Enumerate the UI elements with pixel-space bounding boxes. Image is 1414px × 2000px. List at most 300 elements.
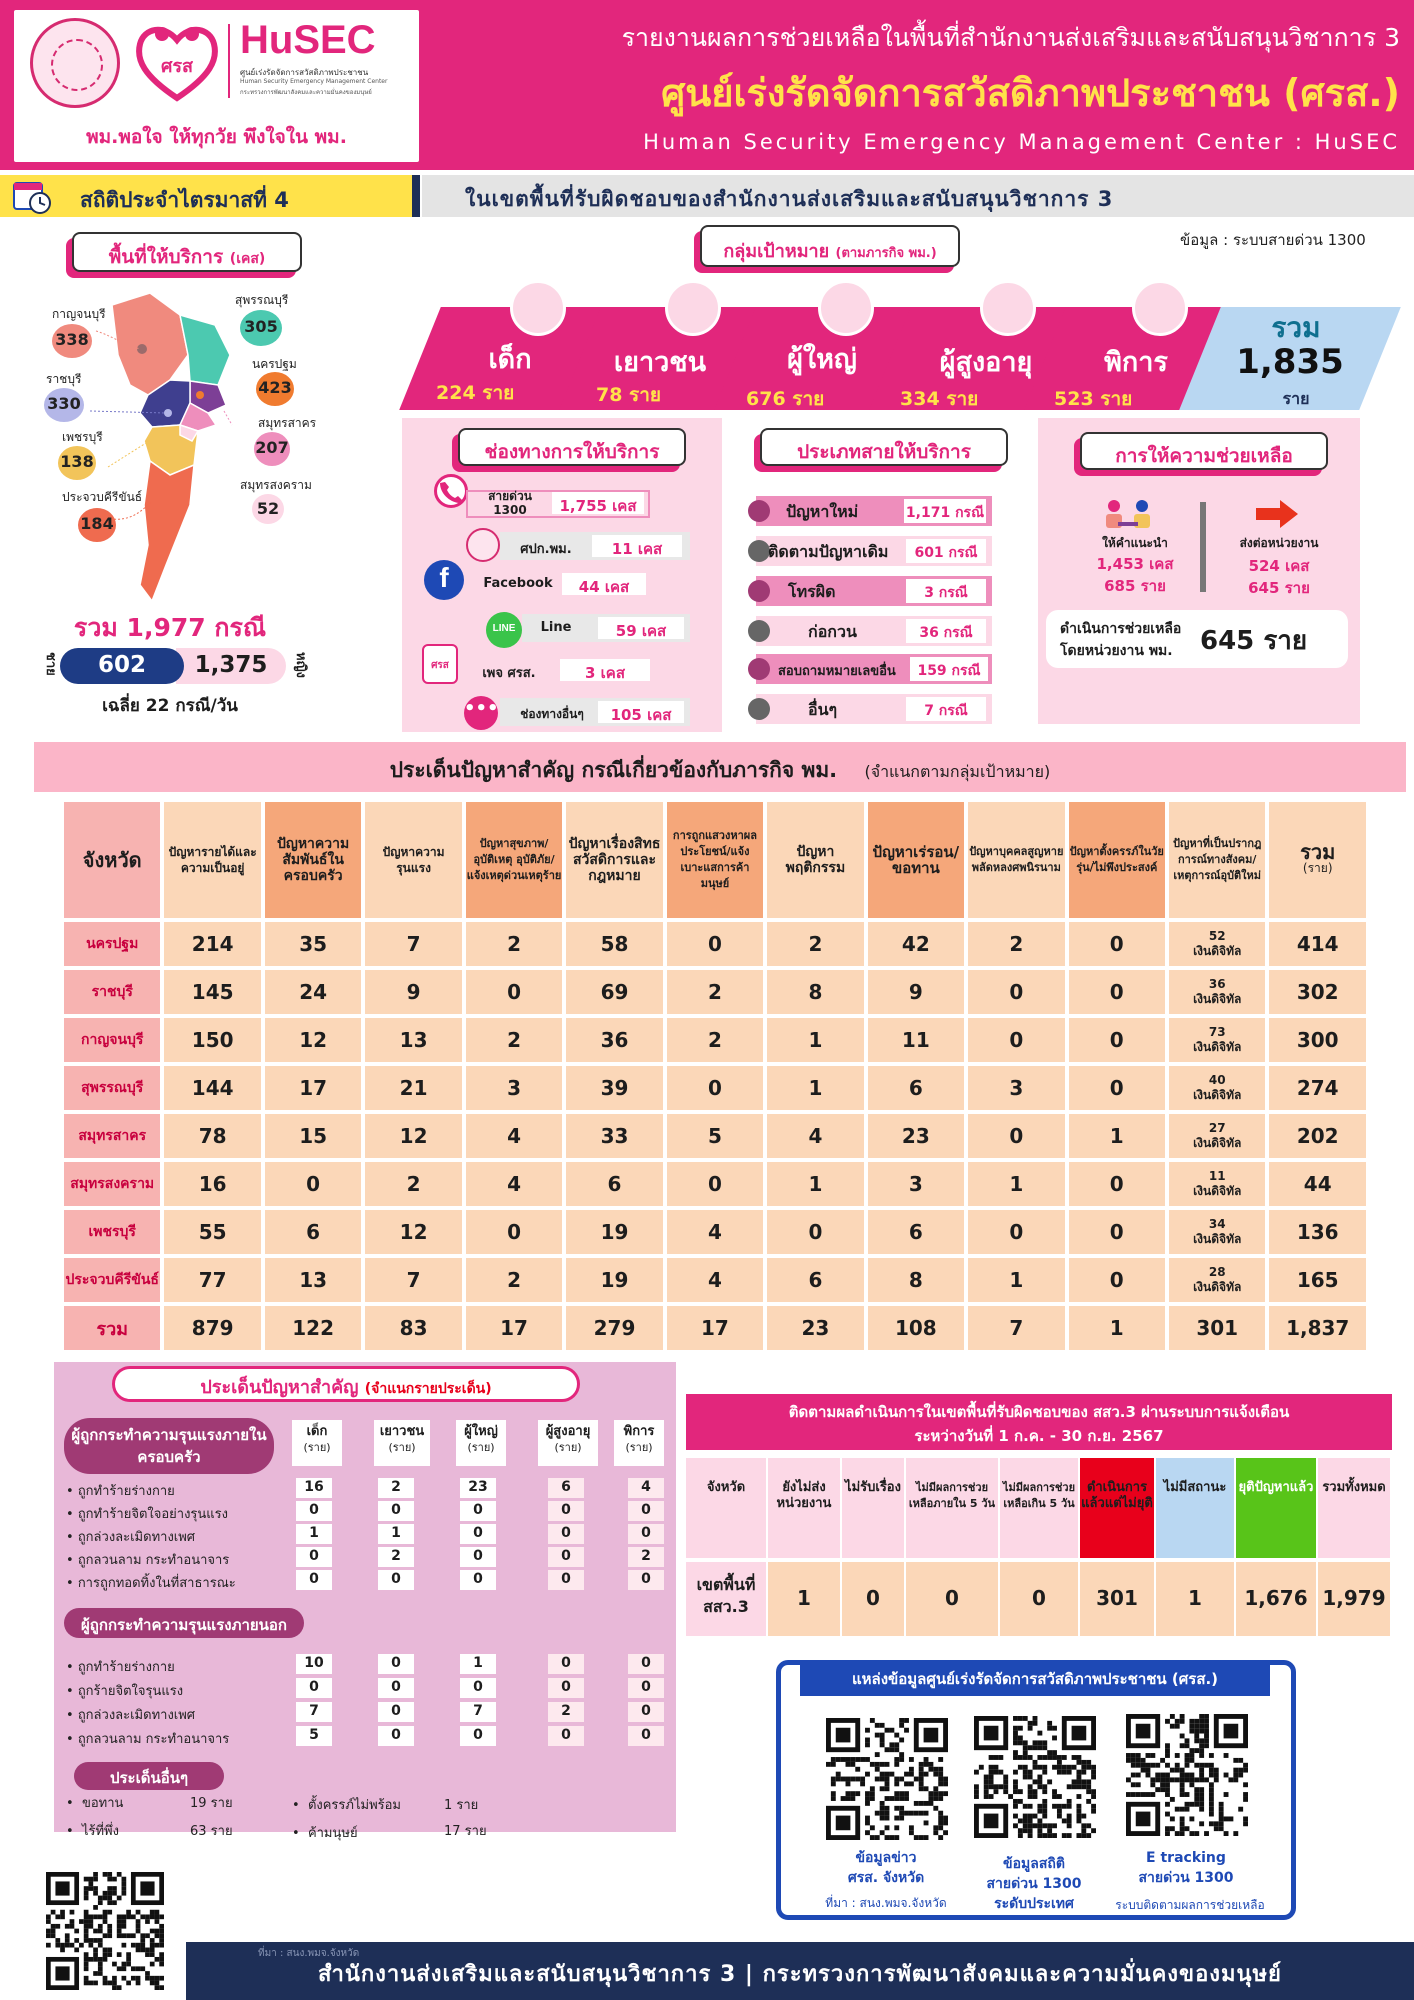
phone-icon — [434, 474, 468, 508]
issue-value: 0 — [628, 1570, 664, 1590]
issue-item: • ถูกลวนลาม กระทำอนาจาร — [66, 1732, 230, 1747]
table-cell: 9 — [868, 970, 964, 1014]
type-label: อื่นๆ — [808, 700, 838, 719]
type-dot — [748, 698, 770, 720]
channel-value: 59 เคส — [598, 617, 684, 639]
type-dot — [748, 620, 770, 642]
table-cell: 17 — [667, 1306, 763, 1350]
issue-label: ถูกลวนลาม กระทำอนาจาร — [77, 1553, 230, 1568]
issue-value: 0 — [296, 1570, 332, 1590]
table-cell-total: 300 — [1269, 1018, 1366, 1062]
logo-subtitle-ministry: กระทรวงการพัฒนาสังคมและความมั่นคงของมนุษย์ — [240, 89, 372, 96]
table-cell: 1 — [767, 1162, 863, 1206]
digital-label: เงินดิจิทัล — [1193, 944, 1242, 958]
qr-sub-etracking: ระบบติดตามผลการช่วยเหลือ — [1115, 1898, 1265, 1912]
table-cell-total: 165 — [1269, 1258, 1366, 1302]
type-value: 1,171 กรณี — [904, 499, 986, 523]
issue-value: 0 — [548, 1501, 584, 1521]
youth-icon — [665, 280, 721, 336]
table-cell: 4 — [767, 1114, 863, 1158]
issue-value: 16 — [296, 1478, 332, 1498]
table-cell: 0 — [1069, 1066, 1165, 1110]
issue-label: ถูกทำร้ายจิตใจอย่างรุนแรง — [77, 1507, 228, 1522]
col-header-total-unit: (ราย) — [1302, 861, 1333, 875]
table-cell: 214 — [164, 922, 260, 966]
digital-count: 28 — [1208, 1265, 1226, 1279]
digital-count: 11 — [1208, 1169, 1226, 1183]
province-label: สมุทรสาคร — [258, 416, 317, 430]
refer-arrow-icon — [1254, 498, 1300, 530]
group-count: 523 ราย — [1054, 388, 1133, 410]
province-label: ประจวบคีรีขันธ์ — [62, 490, 143, 504]
issue-value: 0 — [460, 1678, 496, 1698]
province-label: กาญจนบุรี — [52, 307, 106, 321]
other-item: • ตั้งครรภ์ไม่พร้อม — [292, 1798, 401, 1813]
assistance-title: การให้ความช่วยเหลือ — [1080, 432, 1328, 470]
digital-count: 36 — [1208, 977, 1226, 991]
issue-item: • ถูกร้ายจิตใจรุนแรง — [66, 1684, 184, 1699]
table-cell: 23 — [767, 1306, 863, 1350]
table-cell: 1 — [767, 1066, 863, 1110]
issues-title-text: ประเด็นปัญหาสำคัญ — [200, 1377, 359, 1398]
assist-done-label2: โดยหน่วยงาน พม. — [1060, 643, 1173, 659]
service-area-title-text: พื้นที่ให้บริการ — [108, 246, 224, 268]
issue-value: 2 — [628, 1547, 664, 1567]
type-value: 7 กรณี — [906, 697, 986, 721]
issues-col-name: เด็ก — [306, 1424, 328, 1439]
other-label: ขอทาน — [81, 1796, 124, 1811]
province-value: 423 — [256, 372, 294, 406]
table-cell: 6 — [265, 1210, 361, 1254]
issue-item: • ถูกล่วงละเมิดทางเพศ — [66, 1708, 196, 1723]
issues-col-unit: (ราย) — [388, 1441, 416, 1454]
type-label: ติดตามปัญหาเดิม — [768, 542, 889, 561]
issue-value: 0 — [378, 1678, 414, 1698]
logo-subtitle: ศูนย์เร่งรัดจัดการสวัสดิภาพประชาชน — [240, 68, 369, 77]
province-value: 138 — [58, 446, 96, 480]
qr-news-icon[interactable] — [826, 1718, 948, 1840]
table-cell: 150 — [164, 1018, 260, 1062]
col-header: ปัญหาสุขภาพ/อุบัติเหตุ อุบัติภัย/แจ้งเหตุด่วนเหตุร้าย — [466, 802, 562, 918]
refer-people: 645 ราย — [1248, 579, 1310, 597]
issues-col-name: ผู้ใหญ่ — [464, 1424, 498, 1439]
table-cell-digital — [1169, 970, 1265, 1014]
table-cell: 145 — [164, 970, 260, 1014]
province-label: สมุทรสงคราม — [240, 478, 312, 492]
table-cell: 19 — [566, 1258, 662, 1302]
group-count: 676 ราย — [746, 388, 825, 410]
issues-col-header — [456, 1420, 506, 1466]
assist-done-label1: ดำเนินการช่วยเหลือ — [1060, 621, 1182, 637]
qr-title: แหล่งข้อมูลศูนย์เร่งรัดจัดการสวัสดิภาพประชาชน (ศรส.) — [851, 1670, 1219, 1688]
table-cell: 7 — [968, 1306, 1064, 1350]
type-value: 601 กรณี — [906, 539, 986, 563]
table-cell: 83 — [365, 1306, 461, 1350]
issue-value: 0 — [296, 1678, 332, 1698]
issue-label: ถูกทำร้ายร่างกาย — [77, 1484, 175, 1499]
issue-value: 0 — [548, 1654, 584, 1674]
facebook-icon: f — [424, 560, 464, 600]
issue-label: ถูกล่วงละเมิดทางเพศ — [77, 1708, 196, 1723]
table-cell: 17 — [466, 1306, 562, 1350]
issue-value: 2 — [378, 1478, 414, 1498]
group-name: ผู้สูงอายุ — [939, 347, 1033, 378]
table-cell: 8 — [868, 1258, 964, 1302]
table-cell-province: ราชบุรี — [64, 970, 160, 1014]
issue-value: 1 — [296, 1524, 332, 1544]
group-sum-value: 1,835 — [1236, 342, 1344, 382]
group-name: เด็ก — [488, 344, 532, 375]
issue-value: 0 — [296, 1547, 332, 1567]
qr-etracking-icon[interactable] — [1126, 1714, 1248, 1836]
table-cell-province: สุพรรณบุรี — [64, 1066, 160, 1110]
other-value: 63 ราย — [190, 1824, 233, 1839]
group-count: 224 ราย — [436, 382, 515, 404]
table-cell: 279 — [566, 1306, 662, 1350]
province-value: 338 — [52, 324, 92, 358]
table-cell-total: 274 — [1269, 1066, 1366, 1110]
type-label: ก่อกวน — [808, 622, 857, 641]
slogan: พม.พอใจ ให้ทุกวัย พึงใจใน พม. — [86, 126, 347, 148]
province-value: 184 — [78, 508, 116, 542]
issues-section-external: ผู้ถูกกระทำความรุนแรงภายนอก — [64, 1608, 304, 1638]
table-cell: 9 — [365, 970, 461, 1014]
table-cell: 17 — [265, 1066, 361, 1110]
issue-value: 0 — [460, 1570, 496, 1590]
qr-caption-line: ข้อมูลข่าว — [855, 1850, 917, 1866]
issues-col-header — [614, 1420, 664, 1466]
type-dot — [748, 580, 770, 602]
issue-label: ถูกทำร้ายร่างกาย — [77, 1660, 175, 1675]
table-cell: 4 — [466, 1162, 562, 1206]
issue-value: 0 — [628, 1501, 664, 1521]
refer-cases: 524 เคส — [1248, 557, 1310, 575]
issues-col-header — [374, 1420, 430, 1466]
table-row — [64, 1258, 1366, 1302]
type-label: โทรผิด — [788, 582, 836, 601]
qr-caption-line: ข้อมูลสถิติ — [1003, 1856, 1065, 1872]
daily-average: เฉลี่ย 22 กรณี/วัน — [102, 696, 238, 716]
table-cell: 108 — [868, 1306, 964, 1350]
issues-title — [112, 1372, 580, 1401]
table-cell: 122 — [265, 1306, 361, 1350]
qr-stats-icon[interactable] — [974, 1716, 1096, 1838]
table-cell: 1 — [968, 1162, 1064, 1206]
followup-value: 0 — [1000, 1562, 1078, 1636]
channel-value: 3 เคส — [560, 659, 650, 681]
calendar-clock-icon — [12, 177, 52, 215]
issue-label: ถูกล่วงละเมิดทางเพศ — [77, 1530, 196, 1545]
table-cell: 6 — [566, 1162, 662, 1206]
female-count: 1,375 — [176, 648, 286, 684]
elderly-icon — [980, 280, 1036, 336]
col-header: ปัญหารายได้และความเป็นอยู่ — [164, 802, 260, 918]
type-value: 3 กรณี — [906, 579, 986, 603]
issues-col-name: เยาวชน — [379, 1424, 425, 1439]
table-cell: 13 — [265, 1258, 361, 1302]
male-label: ชาย — [43, 652, 58, 676]
table-cell: 0 — [265, 1162, 361, 1206]
table-cell: 7 — [365, 1258, 461, 1302]
followup-header: ไม่มีสถานะ — [1156, 1458, 1234, 1558]
followup-value: 0 — [906, 1562, 998, 1636]
logo-heart-text: ศรส — [160, 56, 194, 77]
digital-count: 34 — [1208, 1217, 1226, 1231]
col-header: ปัญหาพฤติกรรม — [767, 802, 863, 918]
husec-page-icon: ศรส — [422, 644, 458, 684]
issue-value: 2 — [548, 1702, 584, 1722]
qr-caption-etracking — [1106, 1848, 1266, 1888]
target-groups-title — [700, 225, 960, 267]
followup-value: 1 — [768, 1562, 840, 1636]
main-table-title — [34, 754, 1406, 787]
area-label: ในเขตพื้นที่รับผิดชอบของสำนักงานส่งเสริมและสนับสนุนวิชาการ 3 — [465, 187, 1114, 211]
channel-label: เพจ ศรส. — [482, 666, 536, 681]
advice-label: ให้คำแนะนำ — [1102, 536, 1168, 550]
table-cell: 0 — [1069, 922, 1165, 966]
followup-header: ไม่รับเรื่อง — [842, 1458, 904, 1558]
type-dot — [748, 500, 770, 522]
table-cell: 0 — [968, 1114, 1064, 1158]
issue-value: 0 — [378, 1654, 414, 1674]
table-row — [64, 922, 1366, 966]
table-cell: 1 — [767, 1018, 863, 1062]
channel-label: Facebook — [483, 576, 553, 591]
table-cell: 8 — [767, 970, 863, 1014]
table-row — [64, 1018, 1366, 1062]
logo-box — [14, 10, 419, 162]
logo-divider — [228, 24, 230, 98]
col-header-total — [1269, 802, 1366, 918]
husec-wordmark: HuSEC — [240, 18, 376, 62]
issue-item: • ถูกทำร้ายจิตใจอย่างรุนแรง — [66, 1507, 228, 1522]
table-cell: 77 — [164, 1258, 260, 1302]
issue-value: 0 — [628, 1702, 664, 1722]
table-cell: 0 — [968, 1210, 1064, 1254]
table-cell: 3 — [868, 1162, 964, 1206]
table-cell-province: รวม — [64, 1306, 160, 1350]
issue-value: 0 — [378, 1570, 414, 1590]
issues-col-unit: (ราย) — [303, 1441, 331, 1454]
followup-date-range: ระหว่างวันที่ 1 ก.ค. - 30 ก.ย. 2567 — [914, 1427, 1164, 1445]
group-name: เยาวชน — [613, 347, 707, 378]
other-item: • ขอทาน — [66, 1796, 124, 1811]
group-count: 78 ราย — [596, 384, 662, 406]
followup-header: ยุติปัญหาแล้ว — [1236, 1458, 1316, 1558]
group-name: พิการ — [1104, 347, 1168, 378]
province-label: นครปฐม — [252, 357, 297, 371]
table-cell: 12 — [365, 1114, 461, 1158]
quarter-label: สถิติประจำไตรมาสที่ 4 — [80, 188, 289, 212]
table-cell: 0 — [968, 970, 1064, 1014]
table-cell: 1 — [1069, 1306, 1165, 1350]
more-channels-icon: ••• — [464, 696, 498, 730]
table-cell-digital — [1169, 1210, 1265, 1254]
table-cell: 2 — [667, 1018, 763, 1062]
assist-divider — [1200, 502, 1206, 592]
table-row — [64, 1210, 1366, 1254]
issue-value: 7 — [296, 1702, 332, 1722]
issue-value: 0 — [460, 1547, 496, 1567]
table-cell-digital — [1169, 922, 1265, 966]
issue-value: 0 — [548, 1524, 584, 1544]
adult-icon — [818, 280, 874, 336]
qr-caption-line: ระดับประเทศ — [994, 1896, 1074, 1912]
table-cell: 19 — [566, 1210, 662, 1254]
issue-label: ถูกร้ายจิตใจรุนแรง — [77, 1684, 184, 1699]
table-cell: 0 — [667, 1066, 763, 1110]
assist-done-value: 645 ราย — [1200, 626, 1308, 656]
map-prachuap — [140, 461, 194, 601]
issue-value: 5 — [296, 1726, 332, 1746]
type-dot — [748, 540, 770, 562]
table-cell: 0 — [667, 922, 763, 966]
table-cell: 0 — [1069, 1162, 1165, 1206]
center-title-en: Human Security Emergency Management Center : HuSEC — [643, 130, 1400, 154]
type-value: 36 กรณี — [906, 619, 986, 643]
ministry-seal-icon — [466, 528, 500, 562]
table-cell-province: ประจวบคีรีขันธ์ — [64, 1258, 160, 1302]
followup-header: ไม่มีผลการช่วยเหลือเกิน 5 วัน — [1000, 1458, 1078, 1558]
followup-header: ไม่มีผลการช่วยเหลือภายใน 5 วัน — [906, 1458, 998, 1558]
child-icon — [510, 280, 566, 336]
table-cell: 6 — [868, 1210, 964, 1254]
table-cell: 2 — [466, 1258, 562, 1302]
map-suphanburi — [180, 315, 230, 385]
issue-value: 0 — [548, 1547, 584, 1567]
channel-label: สายด่วน 1300 — [488, 489, 532, 517]
issue-item: • การถูกทอดทิ้งในที่สาธารณะ — [66, 1576, 236, 1591]
col-header: ปัญหาเรื่องสิทธสวัสดิการและกฎหมาย — [566, 802, 662, 918]
other-value: 17 ราย — [444, 1824, 487, 1839]
issues-section-other: ประเด็นอื่นๆ — [74, 1762, 224, 1790]
table-cell-province: เพชรบุรี — [64, 1210, 160, 1254]
group-sum-unit: ราย — [1282, 389, 1310, 408]
digital-label: เงินดิจิทัล — [1193, 992, 1242, 1006]
table-cell: 144 — [164, 1066, 260, 1110]
service-area-title-unit: (เคส) — [229, 251, 266, 267]
table-cell: 12 — [365, 1210, 461, 1254]
issue-value: 0 — [378, 1501, 414, 1521]
table-cell-total: 414 — [1269, 922, 1366, 966]
other-item: • ไร้ที่พึ่ง — [66, 1824, 119, 1839]
issue-value: 4 — [628, 1478, 664, 1498]
main-table-title-sub: (จำแนกตามกลุ่มเป้าหมาย) — [864, 762, 1051, 781]
issue-value: 2 — [378, 1547, 414, 1567]
disabled-icon — [1132, 280, 1188, 336]
col-header: ปัญหาบุคคลสูญหาย พลัดหลงศพนิรนาม — [968, 802, 1064, 918]
table-cell: 16 — [164, 1162, 260, 1206]
advice-icon — [1100, 494, 1156, 534]
table-cell: 2 — [767, 922, 863, 966]
digital-count: 27 — [1208, 1121, 1226, 1135]
table-cell-digital — [1169, 1162, 1265, 1206]
issues-col-unit: (ราย) — [467, 1441, 495, 1454]
issue-label: ถูกลวนลาม กระทำอนาจาร — [77, 1732, 230, 1747]
followup-header: รวมทั้งหมด — [1318, 1458, 1390, 1558]
table-cell: 6 — [868, 1066, 964, 1110]
issues-section-domestic: ผู้ถูกกระทำความรุนแรงภายในครอบครัว — [64, 1418, 274, 1474]
table-cell: 42 — [868, 922, 964, 966]
table-cell: 0 — [466, 970, 562, 1014]
table-cell: 78 — [164, 1114, 260, 1158]
issue-item: • ถูกลวนลาม กระทำอนาจาร — [66, 1553, 230, 1568]
followup-row-label: เขตพื้นที่ สสว.3 — [686, 1562, 766, 1636]
issue-value: 0 — [548, 1678, 584, 1698]
qr-caption-line: สายด่วน 1300 — [1138, 1870, 1234, 1886]
line-icon: LINE — [486, 612, 522, 648]
service-area-title — [72, 232, 302, 272]
qr-page-icon[interactable] — [46, 1872, 164, 1990]
table-cell: 7 — [365, 922, 461, 966]
col-header-province: จังหวัด — [64, 802, 160, 918]
ministry-seal-icon — [30, 18, 120, 108]
table-cell: 13 — [365, 1018, 461, 1062]
table-cell: 301 — [1169, 1306, 1265, 1350]
col-header: ปัญหาเร่รอน/ขอทาน — [868, 802, 964, 918]
channel-value: 11 เคส — [592, 535, 682, 557]
female-label: หญิง — [293, 652, 308, 678]
table-cell: 23 — [868, 1114, 964, 1158]
refer-label: ส่งต่อหน่วยงาน — [1239, 536, 1319, 550]
followup-value: 301 — [1080, 1562, 1154, 1636]
digital-label: เงินดิจิทัล — [1193, 1232, 1242, 1246]
issue-item: • ถูกทำร้ายร่างกาย — [66, 1484, 175, 1499]
issue-value: 0 — [628, 1654, 664, 1674]
channel-label: Line — [540, 620, 572, 635]
issues-col-unit: (ราย) — [554, 1441, 582, 1454]
type-value: 159 กรณี — [910, 657, 988, 681]
province-value: 330 — [44, 388, 84, 422]
target-groups-title-sub: (ตามภารกิจ พม.) — [835, 246, 937, 261]
table-row — [64, 1162, 1366, 1206]
digital-label: เงินดิจิทัล — [1193, 1136, 1242, 1150]
channel-label: ศปก.พม. — [520, 542, 572, 557]
digital-label: เงินดิจิทัล — [1193, 1184, 1242, 1198]
table-cell: 24 — [265, 970, 361, 1014]
table-cell: 33 — [566, 1114, 662, 1158]
data-source: ข้อมูล : ระบบสายด่วน 1300 — [1180, 231, 1366, 249]
qr-sub-news: ที่มา : สนง.พมจ.จังหวัด — [825, 1896, 947, 1910]
table-cell: 0 — [1069, 1018, 1165, 1062]
footer-note: ที่มา : สนง.พมจ.จังหวัด — [258, 1948, 360, 1959]
digital-label: เงินดิจิทัล — [1193, 1040, 1242, 1054]
followup-value: 1,676 — [1236, 1562, 1316, 1636]
channel-value: 105 เคส — [598, 701, 684, 723]
table-cell: 55 — [164, 1210, 260, 1254]
table-cell: 2 — [466, 922, 562, 966]
table-cell-total: 302 — [1269, 970, 1366, 1014]
followup-header: ยังไม่ส่งหน่วยงาน — [768, 1458, 840, 1558]
report-title: รายงานผลการช่วยเหลือในพื้นที่สำนักงานส่งเสริมและสนับสนุนวิชาการ 3 — [621, 23, 1400, 52]
channel-value: 1,755 เคส — [552, 492, 644, 514]
table-cell-digital — [1169, 1258, 1265, 1302]
province-value: 305 — [240, 310, 282, 346]
col-header: ปัญหาความสัมพันธ์ในครอบครัว — [265, 802, 361, 918]
type-dot — [748, 658, 770, 680]
other-label: ตั้งครรภ์ไม่พร้อม — [307, 1798, 401, 1813]
issue-value: 0 — [378, 1702, 414, 1722]
table-cell-digital — [1169, 1018, 1265, 1062]
logo-subtitle-en: Human Security Emergency Management Center — [240, 78, 388, 85]
issues-col-header — [292, 1420, 342, 1466]
table-cell: 58 — [566, 922, 662, 966]
table-cell: 4 — [466, 1114, 562, 1158]
qr-caption-line: E tracking — [1146, 1850, 1226, 1866]
col-header-total-label: รวม — [1300, 840, 1336, 864]
issue-value: 0 — [548, 1726, 584, 1746]
digital-count: 40 — [1208, 1073, 1226, 1087]
